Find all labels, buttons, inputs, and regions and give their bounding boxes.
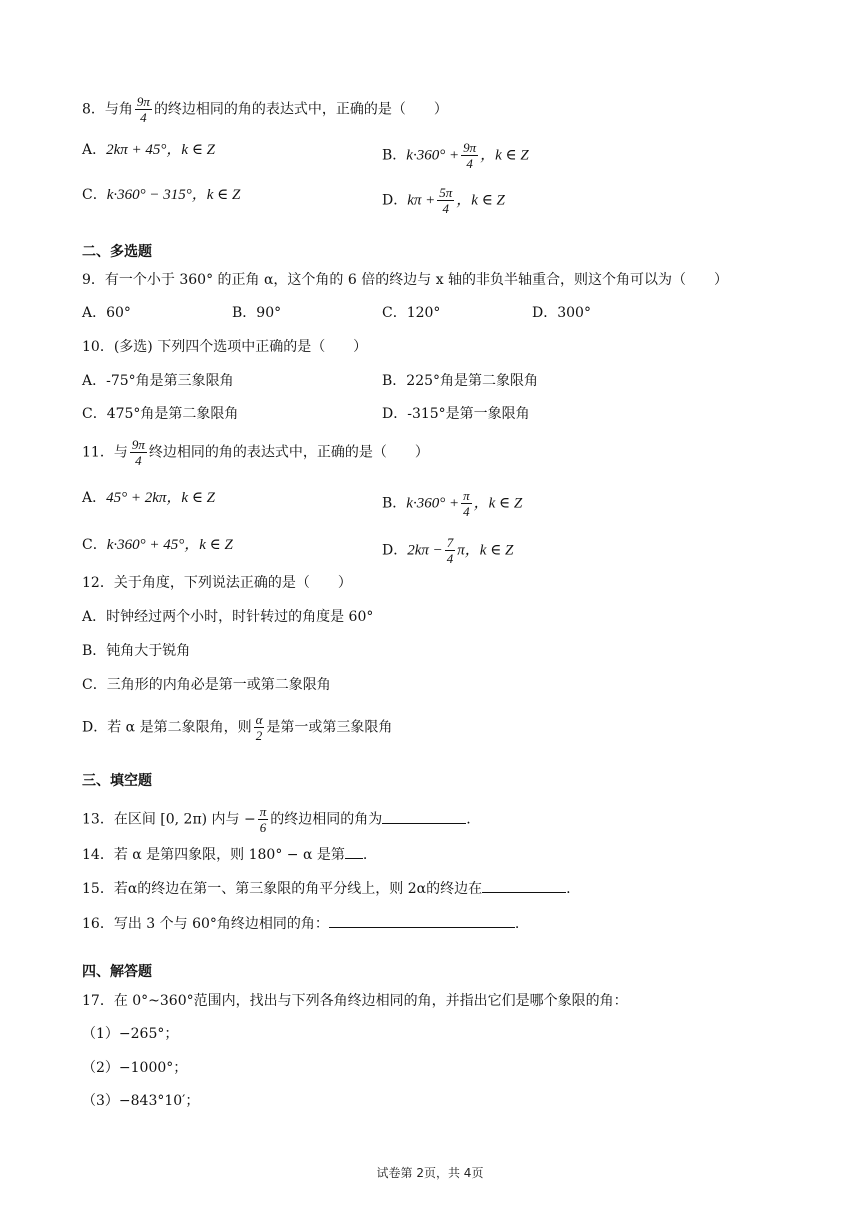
q16-pre: 16．写出 3 个与 60°角终边相同的角： — [82, 916, 329, 932]
q8-b-pre: k·360° + — [406, 147, 460, 164]
q16-answer-blank[interactable] — [329, 913, 515, 928]
q12-stem: 12．关于角度，下列说法正确的是（ ） — [82, 575, 352, 591]
q10-option-c[interactable]: C．475°角是第二象限角 — [82, 406, 239, 422]
q9-option-a[interactable]: A．60° — [82, 305, 131, 321]
q13-frac-num: π — [259, 804, 267, 819]
q13-pre: 13．在区间 [0, 2π) 内与 − — [82, 811, 256, 828]
q11-d-fraction — [445, 535, 456, 566]
q10-option-a[interactable]: A．-75°角是第三象限角 — [82, 373, 234, 389]
q15 — [82, 878, 571, 899]
q11-b-den: 4 — [463, 504, 470, 519]
q12-d-den: 2 — [255, 728, 263, 743]
q11-option-b[interactable] — [382, 488, 522, 519]
q12-option-b[interactable]: B．钝角大于锐角 — [82, 643, 191, 659]
q12-d-fraction — [254, 712, 265, 743]
q11-a-text: 45° + 2kπ，k ∈ Z — [106, 490, 216, 506]
q8-d-fraction — [437, 185, 454, 216]
q11-stem — [82, 437, 429, 468]
q8-prefix: 8．与角 — [82, 101, 133, 118]
q12-d-pre: D．若 α 是第二象限角，则 — [82, 719, 252, 736]
q8-frac-den: 4 — [140, 110, 147, 125]
q15-pre: 15．若α的终边在第一、第三象限的角平分线上，则 2α的终边在 — [82, 881, 483, 897]
q11-c-label: C． — [82, 537, 107, 553]
q11-b-fraction — [461, 488, 472, 519]
page-footer: 试卷第 2页，共 4页 — [376, 1166, 484, 1180]
q16-end: . — [514, 916, 520, 932]
q11-option-a[interactable] — [82, 488, 215, 508]
q12-option-a[interactable]: A．时钟经过两个小时，时针转过的角度是 60° — [82, 609, 374, 625]
q8-d-label: D． — [382, 192, 408, 209]
q14 — [82, 844, 367, 865]
section-heading-multi-choice: 二、多选题 — [82, 244, 152, 260]
q8-d-pre: kπ + — [407, 192, 436, 209]
q12-d-post: 是第一或第三象限角 — [266, 719, 393, 736]
q17-stem: 17．在 0°~360°范围内，找出与下列各角终边相同的角，并指出它们是哪个象限的角： — [82, 993, 628, 1009]
q11-fraction — [130, 437, 147, 468]
section-heading-fill-blank: 三、填空题 — [82, 773, 152, 789]
q17-part-1: （1）−265°； — [82, 1026, 179, 1042]
q13-end: . — [466, 811, 471, 828]
q10-option-d[interactable]: D．-315°是第一象限角 — [382, 406, 530, 422]
q8-option-c[interactable] — [82, 185, 240, 205]
q8-option-d[interactable] — [382, 185, 505, 216]
q12-option-d[interactable] — [82, 712, 392, 743]
q8-a-text: 2kπ + 45°，k ∈ Z — [106, 142, 216, 158]
q8-frac-num: 9π — [136, 94, 150, 109]
q17-part-3: （3）−843°10′； — [82, 1093, 200, 1109]
q8-b-den: 4 — [466, 156, 473, 171]
q11-d-label: D． — [382, 542, 408, 559]
q8-stem — [82, 94, 448, 125]
q11-a-label: A． — [82, 490, 107, 506]
q15-answer-blank[interactable] — [482, 878, 566, 893]
q14-pre: 14．若 α 是第四象限，则 180° − α 是第 — [82, 847, 345, 863]
q11-option-c[interactable] — [82, 535, 233, 555]
q11-frac-den: 4 — [135, 453, 142, 468]
q11-option-d[interactable] — [382, 535, 513, 566]
q17-part-2: （2）−1000°； — [82, 1060, 188, 1076]
q11-suffix: 终边相同的角的表达式中，正确的是（ ） — [148, 444, 429, 461]
q11-c-text: k·360° + 45°，k ∈ Z — [106, 537, 233, 553]
q8-option-a[interactable] — [82, 140, 215, 160]
q13 — [82, 804, 471, 835]
q14-answer-blank[interactable] — [345, 844, 363, 859]
section-heading-answer: 四、解答题 — [82, 964, 152, 980]
q8-suffix: 的终边相同的角的表达式中，正确的是（ ） — [153, 101, 448, 118]
q12-option-c[interactable]: C．三角形的内角必是第一或第二象限角 — [82, 677, 331, 693]
q16 — [82, 913, 519, 934]
q8-option-b[interactable] — [382, 140, 529, 171]
q13-fraction — [258, 804, 269, 835]
q11-b-label: B． — [382, 495, 407, 512]
q8-b-post: ，k ∈ Z — [480, 147, 529, 164]
q9-option-d[interactable]: D．300° — [532, 305, 591, 321]
q8-d-num: 5π — [439, 185, 453, 200]
q11-d-den: 4 — [446, 551, 454, 566]
q8-a-label: A． — [82, 142, 107, 158]
q9-stem: 9．有一个小于 360° 的正角 α，这个角的 6 倍的终边与 x 轴的非负半轴重合，则这个角可以为（ ） — [82, 272, 729, 288]
q10-stem: 10．(多选) 下列四个选项中正确的是（ ） — [82, 339, 368, 355]
q8-c-text: k·360° − 315°，k ∈ Z — [106, 187, 241, 203]
q13-frac-den: 6 — [259, 820, 267, 835]
q13-post: 的终边相同的角为 — [270, 811, 383, 828]
q15-end: . — [566, 881, 571, 897]
q11-b-pre: k·360° + — [406, 495, 460, 512]
q13-answer-blank[interactable] — [382, 809, 466, 824]
q12-d-num: α — [255, 712, 263, 727]
q8-b-fraction — [461, 140, 478, 171]
q8-b-label: B． — [382, 147, 407, 164]
q11-d-pre: 2kπ − — [407, 542, 443, 559]
q8-fraction — [135, 94, 152, 125]
q14-end: . — [362, 847, 368, 863]
q10-option-b[interactable]: B．225°角是第二象限角 — [382, 373, 539, 389]
q11-b-num: π — [463, 488, 470, 503]
q11-d-num: 7 — [446, 535, 454, 550]
q8-b-num: 9π — [463, 140, 477, 155]
q11-d-post: π，k ∈ Z — [457, 542, 514, 559]
q8-d-den: 4 — [442, 201, 450, 216]
q8-d-post: ，k ∈ Z — [456, 192, 505, 209]
q11-prefix: 11．与 — [82, 444, 128, 461]
q8-c-label: C． — [82, 187, 107, 203]
q11-b-post: ，k ∈ Z — [473, 495, 523, 512]
q9-option-b[interactable]: B．90° — [232, 305, 282, 321]
q11-frac-num: 9π — [131, 437, 145, 452]
q9-option-c[interactable]: C．120° — [382, 305, 441, 321]
